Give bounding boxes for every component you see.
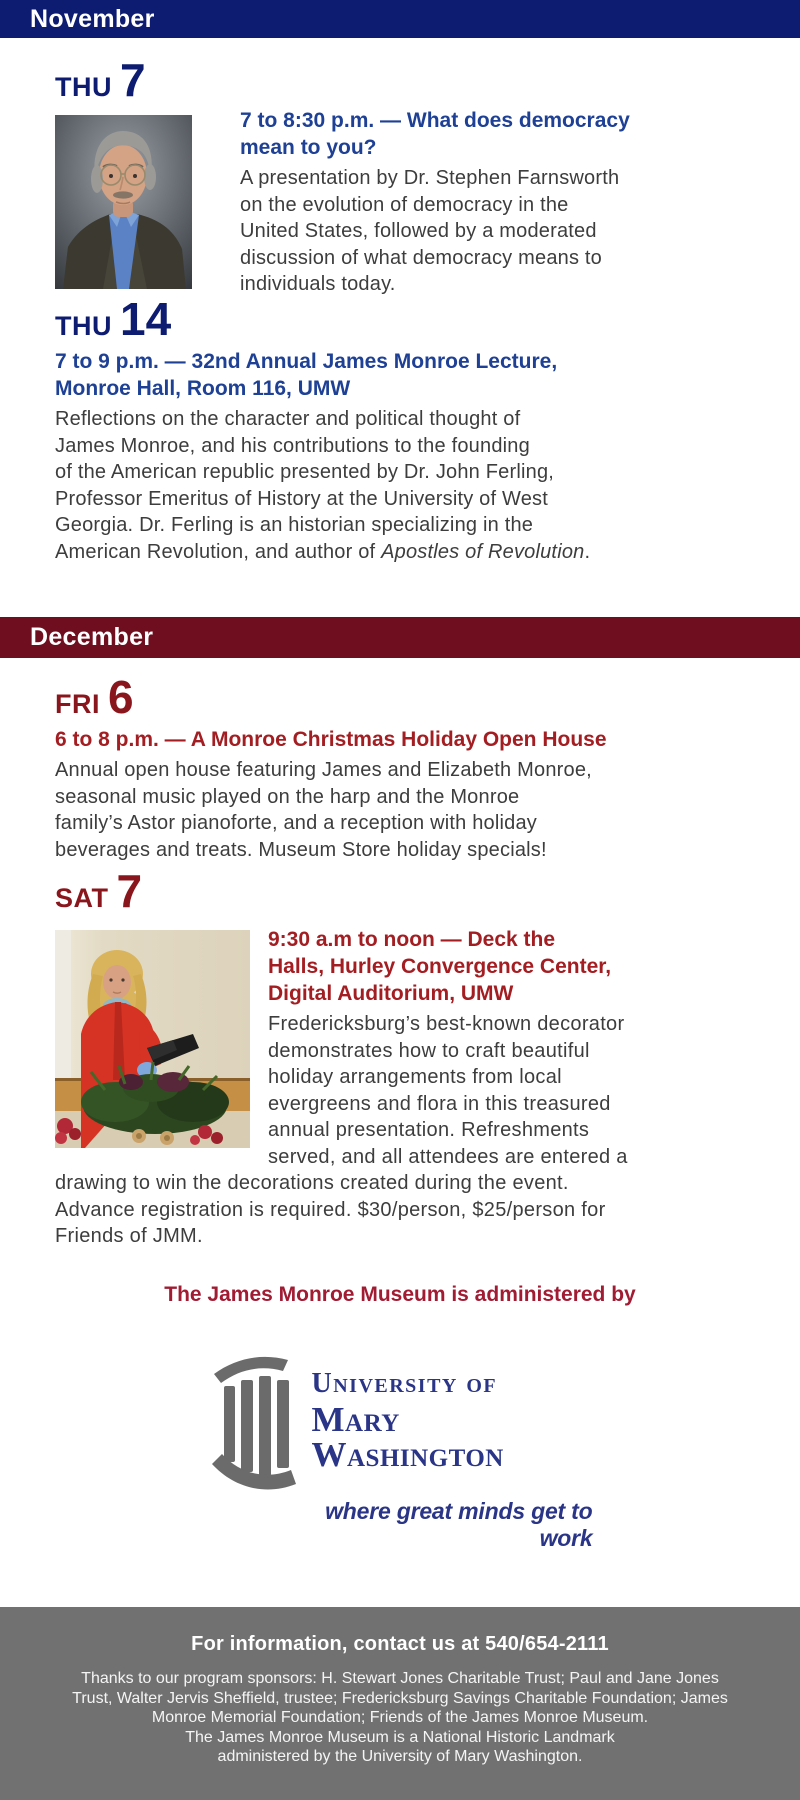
december-month-label: December — [30, 623, 154, 651]
event-title-line: 7 to 9 p.m. — 32nd Annual James Monroe Lecture, — [55, 350, 558, 373]
umw-logo-block — [0, 1352, 800, 1552]
event-title-line: mean to you? — [240, 136, 377, 159]
body-line: family’s Astor pianoforte, and a reception with holiday — [55, 812, 538, 834]
event-title-line: Halls, Hurley Convergence Center, — [268, 955, 612, 978]
november-month-band — [0, 0, 800, 38]
event-description — [55, 406, 645, 565]
body-line: on the evolution of democracy in the — [240, 193, 569, 216]
body-text: American Revolution, and author of — [55, 540, 382, 563]
event-title — [55, 348, 645, 402]
portrait-dr-stephen-farnsworth — [55, 115, 192, 289]
umw-wordmark — [312, 1370, 593, 1472]
administered-by-line: The James Monroe Museum is administered by — [164, 1283, 636, 1306]
umw-tagline: where great minds get to work — [325, 1498, 593, 1551]
event-sat7-content — [55, 926, 645, 1250]
event-fri6 — [0, 671, 645, 863]
umw-wordmark-line1: University of — [311, 1368, 498, 1399]
december-month-band — [0, 617, 800, 658]
event-title-line: 7 to 8:30 p.m. — What does democracy — [240, 109, 630, 132]
body-line — [55, 539, 645, 566]
umw-wordmark-column — [312, 1370, 593, 1552]
day-number: 6 — [108, 671, 134, 723]
body-line: Reflections on the character and political thought of — [55, 408, 521, 430]
event-thu7 — [0, 54, 800, 298]
body-line: seasonal music played on the harp and the Monroe — [55, 785, 520, 808]
body-line: of the American republic presented by Dr. John Ferling, — [55, 461, 555, 483]
body-line: Georgia. Dr. Ferling is an historian specializing in the — [55, 514, 534, 536]
event-thu7-row — [55, 109, 800, 298]
body-line: A presentation by Dr. Stephen Farnsworth — [240, 167, 620, 189]
event-description — [55, 757, 645, 863]
day-number: 7 — [120, 54, 146, 106]
body-line: beverages and treats. Museum Store holiday specials! — [55, 838, 547, 861]
photo-holiday-decorating-demo — [55, 930, 250, 1148]
day-heading-sat7 — [55, 865, 645, 917]
november-month-label: November — [30, 4, 155, 33]
body-text: . — [584, 540, 591, 563]
day-abbr: THU — [55, 72, 112, 102]
event-title — [240, 107, 670, 161]
body-line: James Monroe, and his contributions to the founding — [55, 434, 530, 457]
event-description — [240, 165, 670, 298]
landmark-text: The James Monroe Museum is a National Historic Landmark administered by the University of Mary Washington. — [185, 1728, 615, 1765]
event-title — [55, 726, 645, 753]
event-title-line: 6 to 8 p.m. — A Monroe Christmas Holiday Open House — [55, 728, 607, 751]
event-thu7-text — [240, 107, 670, 298]
sponsors-text: Thanks to our program sponsors: H. Stewart Jones Charitable Trust; Paul and Jane Jones Trust, Walter Jervis Sheffield, trustee; Fredericksburg Savings Charitable Foundation; James Monroe Memorial Foundation; Friends of the James Monroe Museum. — [72, 1670, 728, 1726]
body-line: discussion of what democracy means to — [240, 246, 603, 269]
event-title-line: 9:30 a.m to noon — Deck the — [268, 928, 556, 951]
body-line: individuals today. — [240, 273, 396, 295]
contact-footer — [0, 1607, 800, 1800]
speaker-portrait-photo — [55, 115, 192, 289]
book-title-italic: Apostles of Revolution — [381, 540, 585, 563]
deck-the-halls-photo — [55, 930, 250, 1148]
event-description: Fredericksburg’s best-known decorator demonstrates how to craft beautiful holiday arrangements from local evergreens and flora in this treasured annual presentation. Refreshments served, and all attendees are entered a drawing to win the decorations created during the event. Advance registration is required. $30/person, $25/person for Friends of JMM. — [55, 1013, 628, 1247]
umw-logo — [208, 1352, 593, 1552]
event-sat7 — [0, 865, 645, 1270]
day-number: 7 — [116, 865, 143, 917]
umw-columns-icon — [208, 1352, 300, 1500]
umw-wordmark-line2: Mary Washington — [311, 1400, 504, 1474]
day-heading-thu14 — [55, 293, 645, 345]
event-title-line: Monroe Hall, Room 116, UMW — [55, 377, 351, 400]
day-abbr: THU — [55, 311, 112, 341]
event-thu14 — [0, 293, 645, 565]
day-heading-fri6 — [55, 671, 645, 723]
body-line: Annual open house featuring James and Elizabeth Monroe, — [55, 759, 592, 781]
contact-phone-line: For information, contact us at 540/654-2111 — [191, 1633, 609, 1655]
day-number: 14 — [120, 293, 172, 345]
day-heading-thu7 — [55, 54, 800, 106]
day-abbr: SAT — [55, 883, 109, 913]
body-line: United States, followed by a moderated — [240, 220, 597, 242]
body-line: Professor Emeritus of History at the University of West — [55, 487, 549, 510]
day-abbr: FRI — [55, 689, 100, 719]
event-title-line: Digital Auditorium, UMW — [268, 982, 514, 1005]
